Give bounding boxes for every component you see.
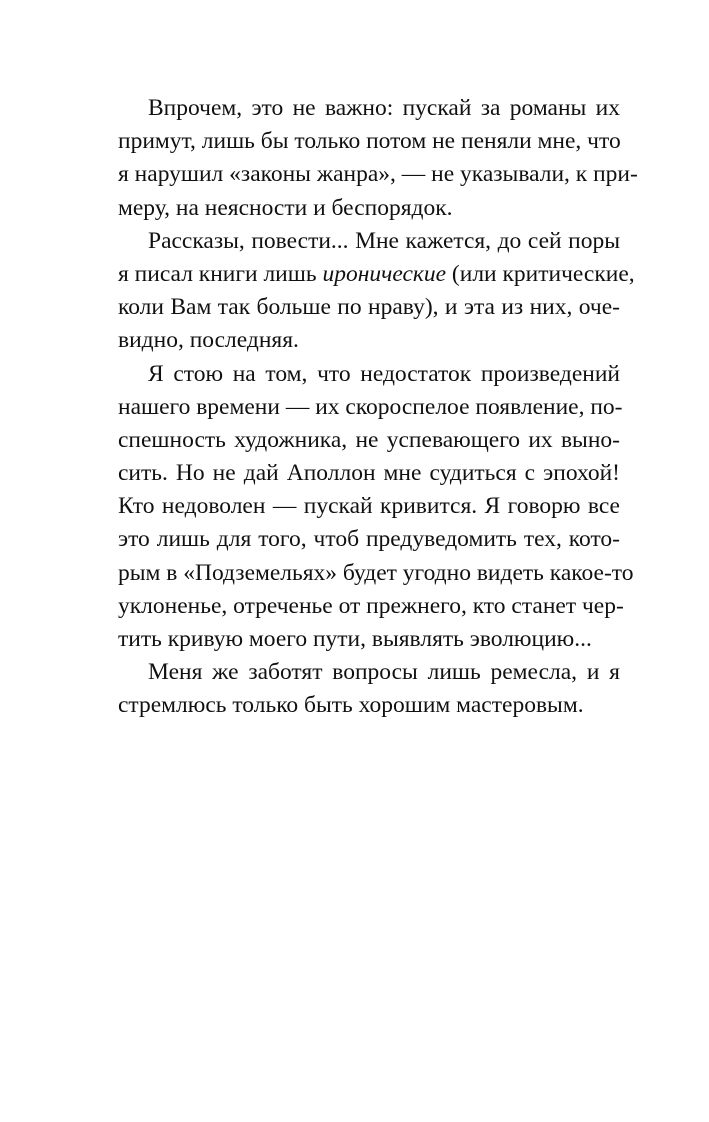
text-line: [118, 92, 620, 125]
text-fragment: рым в «Подземельях» будет угодно видеть какое-то: [118, 559, 634, 586]
paragraph: [118, 358, 634, 657]
text-line: [118, 623, 620, 656]
text-line: [118, 523, 620, 556]
text-fragment: сить. Но не дай Аполлон мне судиться с эпохой!: [118, 460, 620, 487]
text-fragment: Меня же заботят вопросы лишь ремесла, и я: [148, 659, 620, 686]
text-fragment: видно, последняя.: [118, 327, 299, 354]
text-line: [118, 590, 624, 623]
text-line: [118, 358, 620, 391]
italic-text: иронические: [322, 260, 447, 287]
text-fragment: стремлюсь только быть хорошим мастеровым.: [118, 692, 584, 719]
text-line: [118, 391, 623, 424]
text-line: [118, 324, 620, 357]
text-fragment: нашего времени — их скороспелое появление, по-: [118, 393, 623, 420]
text-line: [118, 457, 620, 490]
text-fragment: коли Вам так больше по нраву), и эта из них, оче-: [118, 294, 620, 321]
text-fragment: примут, лишь бы только потом не пеняли мне, что: [118, 128, 621, 155]
text-fragment: Кто недоволен — пускай кривится. Я говорю все: [118, 493, 620, 520]
page-body-text: [118, 92, 638, 723]
text-line: [118, 490, 620, 523]
text-line: [118, 258, 635, 291]
text-fragment: спешность художника, не успевающего их выно-: [118, 426, 620, 453]
paragraph: [118, 656, 620, 722]
text-line: [118, 689, 620, 722]
text-line: [118, 158, 638, 191]
text-line: [118, 192, 620, 225]
text-line: [118, 291, 620, 324]
text-fragment: я нарушил «законы жанра», — не указывали, к при-: [118, 161, 638, 188]
text-line: [118, 656, 620, 689]
text-fragment: я писал книги лишь: [118, 260, 323, 287]
text-fragment: меру, на неясности и беспорядок.: [118, 194, 453, 221]
paragraph: [118, 92, 638, 225]
text-fragment: тить кривую моего пути, выявлять эволюцию...: [118, 626, 592, 652]
text-fragment: уклоненье, отреченье от прежнего, кто станет чер-: [118, 592, 624, 619]
text-line: [118, 557, 634, 590]
text-fragment: Я стою на том, что недостаток произведений: [148, 360, 620, 387]
text-fragment: Впрочем, это не важно: пускай за романы их: [148, 95, 620, 121]
text-line: [118, 225, 620, 258]
paragraph: [118, 225, 635, 358]
text-fragment: (или критические,: [446, 260, 635, 287]
text-fragment: Рассказы, повести... Мне кажется, до сей поры: [148, 227, 620, 254]
text-line: [118, 424, 620, 457]
text-fragment: это лишь для того, чтоб предуведомить тех, кото-: [118, 526, 620, 553]
text-line: [118, 125, 620, 158]
